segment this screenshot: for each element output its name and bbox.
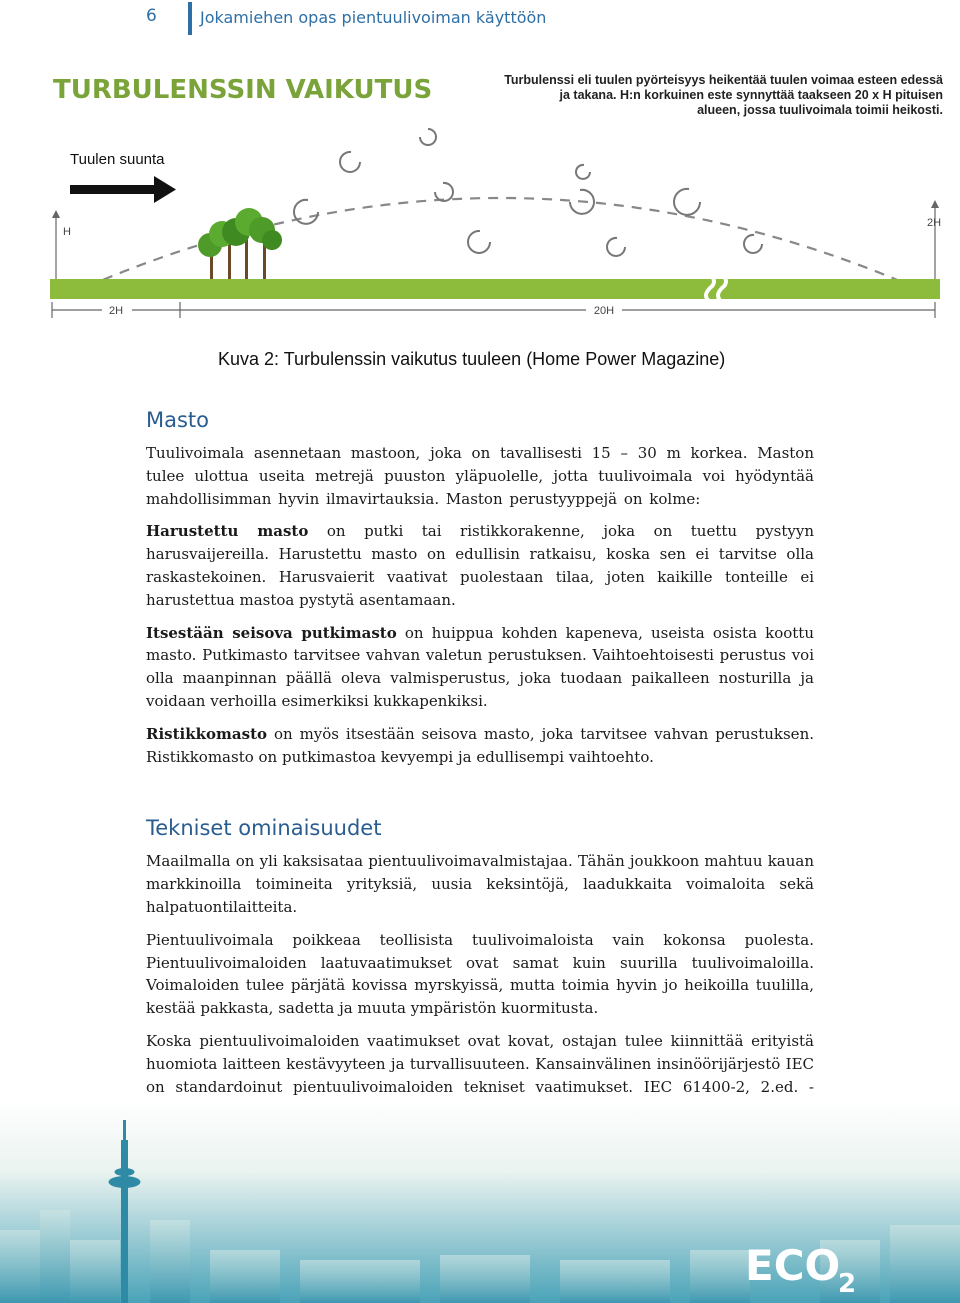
term-ristikkomasto: Ristikkomasto	[146, 724, 267, 743]
main-content	[146, 408, 814, 1131]
masto-intro-paragraph: Tuulivoimala asennetaan mastoon, joka on tavallisesti 15 – 30 m korkea. Maston tulee ulottua useita metrejä puuston yläpuolelle, jotta tuulivoimala voi hyödyntää mahdollisimman hyvin ilmavirtauksia. Maston perustyyppejä on kolme:	[146, 444, 814, 508]
footer-decoration	[0, 1100, 960, 1303]
figure-note-line-1: Turbulenssi eli tuulen pyörteisyys heikentää tuulen voimaa esteen edessä	[504, 73, 943, 87]
ground	[50, 279, 940, 299]
logo-text: ECO	[745, 1241, 841, 1290]
height-label-left: H	[63, 226, 71, 238]
swirl-icon	[576, 165, 590, 179]
section-heading-masto: Masto	[146, 408, 210, 432]
wind-arrow-icon	[70, 176, 176, 203]
swirl-icon	[744, 235, 762, 253]
page-header	[0, 0, 960, 40]
height-label-right: 2H	[927, 217, 942, 229]
tekniset-paragraph-1: Maailmalla on yli kaksisataa pientuulivoimavalmistajaa. Tähän joukkoon mahtuu kauan markkinoilla toimineita yrityksiä, uusia keksintöjä, laadukkaita voimaloita sekä halpatuontilaitteita.	[146, 852, 814, 916]
term-harustettu-masto: Harustettu masto	[146, 522, 309, 541]
tekniset-paragraph-3: Koska pientuulivoimaloiden vaatimukset ovat kovat, ostajan tulee kiinnittää erityistä huomiota laitteen kestävyyteen ja turvallisuuteen. Kansainvälinen insinöörijärjestö IEC on standardoinut pientuulivoimaloiden tekniset vaatimukset. IEC 61400-2, 2.ed. -	[146, 1031, 814, 1096]
turbulence-figure	[50, 62, 945, 324]
figure-title: TURBULENSSIN VAIKUTUS	[53, 75, 433, 105]
swirl-icon	[674, 189, 700, 215]
swirl-icon	[420, 129, 436, 145]
header-divider	[188, 2, 192, 35]
swirl-icon	[294, 200, 318, 224]
swirl-icon	[468, 231, 490, 253]
swirl-icon	[607, 238, 625, 256]
section-heading-tekniset: Tekniset ominaisuudet	[146, 816, 382, 841]
document-title: Jokamiehen opas pientuulivoiman käyttöön	[200, 8, 547, 27]
paragraph-text: on putki tai ristikkorakenne, joka on tuettu pystyyn harusvaijereilla. Harustettu masto on edullisin ratkaisu, koska sen ei tarvitse olla raskastekoinen. Harusvaierit vaativat puolestaan tilaa, joten kaikille tonteille ei harustettua mastoa pystytä asentamaan.	[146, 522, 814, 609]
distance-label-before: 2H	[108, 305, 124, 317]
logo-subscript: 2	[838, 1269, 857, 1299]
figure-note-line-2: ja takana. H:n korkuinen este synnyttää taakseen 20 x H pituisen	[559, 88, 943, 102]
paragraph-text: on huippua kohden kapeneva, useista osista koottu masto. Putkimasto tarvitsee vahvan valetun perustuksen. Vaihtoehtoisesti perustus voi olla maanpinnan päällä oleva valmisperustus, joka tuodaan paikalleen nosturilla ja voidaan verhoilla esimerkiksi kukkapenkiksi.	[146, 623, 814, 710]
page-number: 6	[146, 6, 157, 26]
trees-icon	[198, 208, 282, 285]
masto-paragraph-harustettu	[146, 520, 814, 611]
tekniset-paragraph-2: Pientuulivoimala poikkeaa teollisista tuulivoimaloista vain kokonsa puolesta. Pientuulivoimaloiden laatuvaatimukset ovat samat kuin suurilla tuulivoimaloilla. Voimaloiden tulee pärjätä kovissa myrskyissä, mutta toimia hyvin jo heikoilla tuulilla, kestää pakkasta, sadetta ja muuta ympäristön kuormitusta.	[146, 930, 814, 1018]
height-marker-right	[927, 200, 941, 282]
figure-caption: Kuva 2: Turbulenssin vaikutus tuuleen (Home Power Magazine)	[218, 349, 726, 369]
swirl-icon	[435, 183, 453, 201]
height-marker-left	[52, 210, 71, 282]
masto-paragraph-putkimasto	[146, 622, 814, 713]
swirl-icon	[340, 152, 360, 172]
distance-markers	[52, 302, 935, 318]
distance-label-after: 20H	[593, 305, 615, 317]
turbulence-swirls	[294, 129, 762, 256]
masto-paragraph-ristikkomasto	[146, 723, 814, 769]
paragraph-text: on myös itsestään seisova masto, joka tarvitsee vahvan perustuksen. Ristikkomasto on putkimastoa kevyempi ja edullisempi vaihtoehto.	[146, 724, 814, 766]
term-putkimasto: Itsestään seisova putkimasto	[146, 623, 397, 642]
wind-direction-label: Tuulen suunta	[70, 151, 165, 168]
figure-note-line-3: alueen, jossa tuulivoimala toimii heikosti.	[697, 103, 943, 117]
